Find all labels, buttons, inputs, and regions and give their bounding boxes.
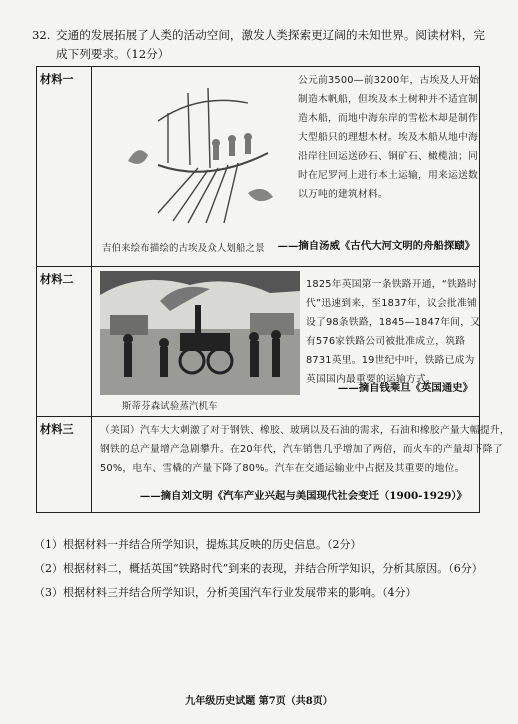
material1-label: 材料一 (37, 67, 92, 267)
steam-locomotive-photo (100, 271, 300, 395)
material2-label: 材料二 (37, 267, 92, 417)
materials-table (36, 66, 510, 513)
ancient-egyptian-boat-illustration (98, 73, 294, 235)
question-text: 交通的发展拓展了人类的活动空间，激发人类探索更辽阔的未知世界。阅读材料，完成下列要求。（12分） (56, 28, 485, 61)
material3-label: 材料三 (37, 417, 92, 513)
material3-source: ——摘自刘文明《汽车产业兴起与美国现代社会变迁（1900-1929）》 (139, 490, 467, 502)
material2-image-caption: 斯蒂芬森试验蒸汽机车 (122, 401, 218, 412)
question-number: 32. (32, 28, 51, 42)
sub-question-2: （2）根据材料二，概括英国“铁路时代”到来的表现，并结合所学知识，分析其原因。（6分） (34, 562, 483, 575)
material2-source: ——摘自钱乘旦《英国通史》 (337, 382, 473, 394)
sub-question-1: （1）根据材料一并结合所学知识，提炼其反映的历史信息。（2分） (34, 538, 362, 551)
material3-text: （美国）汽车大大刺激了对于钢铁、橡胶、玻璃以及石油的需求，石油和橡胶产量大幅提升，钢铁的总产量增产急剧攀升。在20年代，汽车销售几乎增加了两倍，而火车的产量却下降了50%，电车、雪橇的产量下降了80%。汽车在交通运输业中占据及其重要的地位。 (100, 425, 510, 474)
material1-source: ——摘自汤威《古代大河文明的舟船探赜》 (277, 240, 475, 252)
page-footer: 九年级历史试题 第7页（共8页） (185, 696, 333, 707)
sub-question-3: （3）根据材料三并结合所学知识，分析美国汽车行业发展带来的影响。（4分） (34, 586, 417, 599)
material2-text: 1825年英国第一条铁路开通，“铁路时代”迅速到来，至1837年，议会批准铺设了98条铁路，1845—1847年间，又有576家铁路公司被批准成立，筑路8731英里。19世纪中叶，铁路已成为英国国内最重要的运输方式。 (306, 279, 481, 385)
material1-text: 公元前3500—前3200年，古埃及人开始制造木帆船，但埃及本土树种并不适宜制造木船，而地中海东岸的雪松木却是制作大型船只的理想木材。埃及木船从地中海沿岸往回运送砂石、铜矿石、橄榄油；同时在尼罗河上进行本土运输，用来运送数以万吨的建筑材料。 (298, 75, 480, 200)
material1-image-caption: 吉伯来绘布描绘的古埃及众人划船之景 (102, 243, 265, 254)
question-stem (34, 26, 496, 64)
